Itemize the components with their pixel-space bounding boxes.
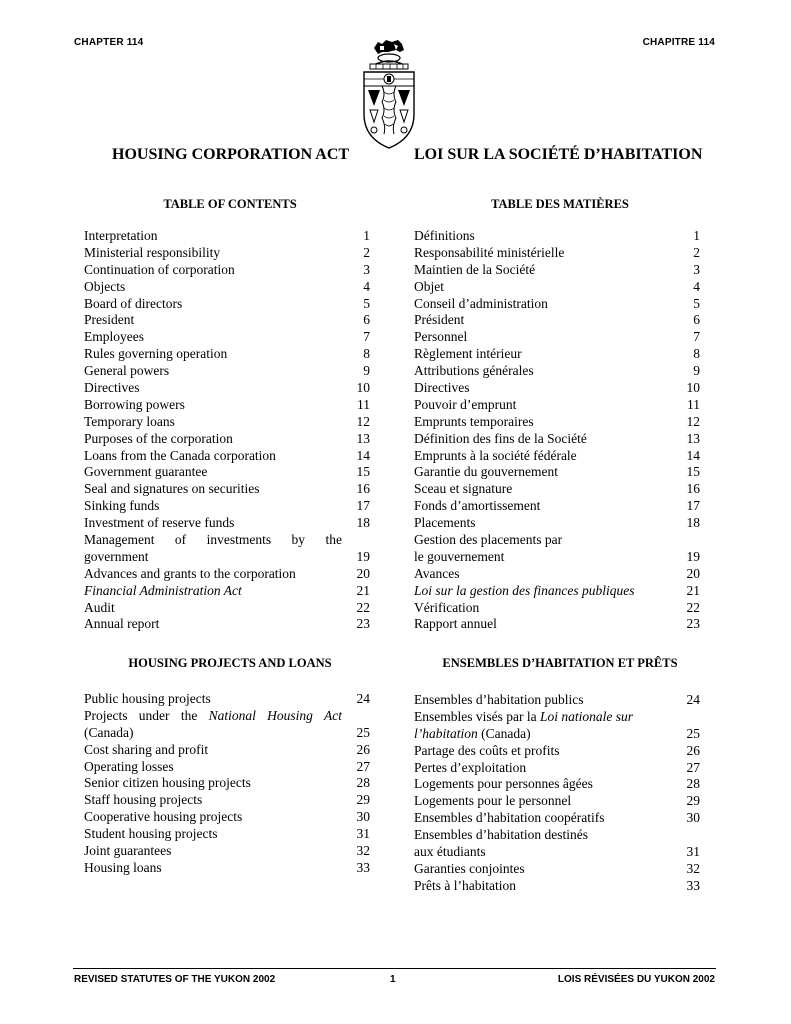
toc-row-number: 11 — [357, 396, 370, 412]
toc-row — [84, 481, 370, 498]
toc-row-label: Management of investments by the — [84, 532, 342, 548]
toc-row — [84, 583, 370, 600]
toc-row-label: Rules governing operation — [84, 346, 228, 362]
toc-row-label: Règlement intérieur — [414, 346, 522, 362]
toc-row — [414, 709, 700, 726]
toc-row — [84, 279, 370, 296]
toc-row — [84, 549, 370, 566]
toc-row-label: Président — [414, 312, 465, 328]
toc-row-number: 15 — [686, 464, 700, 480]
toc-row-number: 26 — [356, 741, 370, 757]
toc-row-label: Financial Administration Act — [84, 582, 242, 598]
toc-row-number: 6 — [693, 312, 700, 328]
toc-row-label: Avances — [414, 565, 460, 581]
toc-row — [414, 760, 700, 777]
toc-row-number: 22 — [686, 599, 700, 615]
toc-row — [414, 726, 700, 743]
toc-row-label-italic: Loi nationale sur — [539, 708, 633, 724]
toc-row-number: 25 — [356, 724, 370, 740]
toc-row — [414, 616, 700, 633]
footer-divider — [73, 968, 716, 969]
toc-row — [414, 600, 700, 617]
toc-row — [414, 776, 700, 793]
act-title-english: HOUSING CORPORATION ACT — [112, 146, 350, 163]
toc-row — [84, 329, 370, 346]
running-header-left: CHAPTER 114 — [74, 37, 144, 48]
toc-row — [84, 725, 370, 742]
toc-row — [84, 759, 370, 776]
toc-row-label: Loans from the Canada corporation — [84, 447, 276, 463]
toc-row-number: 1 — [693, 228, 700, 243]
toc-row-label: Audit — [84, 599, 115, 615]
toc-row — [414, 279, 700, 296]
toc-row-number: 6 — [363, 312, 370, 328]
toc-row-number: 23 — [356, 616, 370, 632]
toc-row — [84, 228, 370, 245]
toc-row-number: 17 — [356, 498, 370, 514]
toc-row — [84, 380, 370, 397]
toc-row-number: 16 — [686, 481, 700, 497]
toc-row-number: 21 — [686, 582, 700, 598]
toc-row-number: 11 — [687, 396, 700, 412]
toc-row-label: Ensembles d’habitation destinés — [414, 827, 588, 843]
toc-row-label: government — [84, 548, 149, 564]
housing-list-english — [84, 691, 370, 877]
toc-row-number: 33 — [686, 877, 700, 893]
toc-row-number: 18 — [686, 515, 700, 531]
toc-row-number: 10 — [686, 380, 700, 396]
toc-row-number: 32 — [686, 860, 700, 876]
toc-list-french — [414, 228, 700, 633]
toc-row-number: 19 — [686, 548, 700, 564]
toc-row-label: Seal and signatures on securities — [84, 481, 260, 497]
toc-row-label: le gouvernement — [414, 548, 505, 564]
toc-row-number: 30 — [356, 809, 370, 825]
housing-list-french — [414, 692, 700, 895]
toc-row-number: 25 — [686, 725, 700, 741]
toc-row — [414, 397, 700, 414]
page-number: 1 — [390, 974, 396, 985]
toc-list-english — [84, 228, 370, 633]
toc-row-number: 9 — [693, 363, 700, 379]
toc-row — [414, 861, 700, 878]
toc-row — [414, 228, 700, 245]
toc-row — [84, 792, 370, 809]
toc-row-label: Emprunts temporaires — [414, 413, 534, 429]
toc-row-label: Staff housing projects — [84, 792, 203, 808]
footer-right: LOIS RÉVISÉES DU YUKON 2002 — [557, 974, 715, 985]
housing-heading-english: HOUSING PROJECTS AND LOANS — [128, 656, 332, 670]
toc-row — [84, 809, 370, 826]
toc-row-label: Définitions — [414, 228, 475, 243]
toc-row-number: 14 — [356, 447, 370, 463]
toc-row-label: Advances and grants to the corporation — [84, 565, 296, 581]
toc-row — [84, 515, 370, 532]
toc-row — [414, 827, 700, 844]
toc-row-label: Ministerial responsibility — [84, 244, 221, 260]
toc-row-number: 12 — [686, 413, 700, 429]
toc-row — [84, 346, 370, 363]
toc-row-label: Operating losses — [84, 758, 174, 774]
toc-row-label: Logements pour personnes âgées — [414, 776, 593, 792]
toc-row — [414, 481, 700, 498]
toc-row-label: Sinking funds — [84, 498, 160, 514]
toc-row-number: 3 — [693, 261, 700, 277]
toc-row-label: Investment of reserve funds — [84, 515, 235, 531]
toc-row-label-roman: Projects under the — [84, 707, 209, 723]
toc-row — [84, 397, 370, 414]
toc-row — [84, 296, 370, 313]
toc-row-label: Partage des coûts et profits — [414, 742, 560, 758]
toc-row-number: 7 — [363, 329, 370, 345]
toc-row-number: 31 — [356, 826, 370, 842]
toc-row-number: 22 — [356, 599, 370, 615]
toc-row-label: Personnel — [414, 329, 468, 345]
toc-row — [414, 878, 700, 895]
toc-row-label: Directives — [414, 380, 470, 396]
toc-row — [84, 742, 370, 759]
toc-row-label: Responsabilité ministérielle — [414, 244, 565, 260]
toc-row-label: Public housing projects — [84, 691, 211, 706]
toc-row-label: Government guarantee — [84, 464, 208, 480]
act-title-french: LOI SUR LA SOCIÉTÉ D’HABITATION — [414, 146, 703, 163]
toc-row — [414, 464, 700, 481]
toc-row-number: 12 — [356, 413, 370, 429]
toc-row-label: Senior citizen housing projects — [84, 775, 251, 791]
toc-row-label: Logements pour le personnel — [414, 793, 572, 809]
toc-row — [414, 810, 700, 827]
toc-row-number: 10 — [356, 380, 370, 396]
toc-row-label: aux étudiants — [414, 844, 486, 860]
toc-row-number: 18 — [356, 515, 370, 531]
toc-row-number: 26 — [686, 742, 700, 758]
toc-row-label: Garanties conjointes — [414, 860, 525, 876]
toc-row — [84, 448, 370, 465]
toc-row — [414, 583, 700, 600]
toc-row-number: 27 — [356, 758, 370, 774]
toc-row-label: Housing loans — [84, 859, 162, 875]
toc-row-number: 28 — [356, 775, 370, 791]
toc-heading-english: TABLE OF CONTENTS — [163, 197, 297, 211]
toc-row — [84, 262, 370, 279]
toc-row-label-italic: l’habitation — [414, 725, 478, 741]
toc-row — [414, 296, 700, 313]
toc-row-label: Emprunts à la société fédérale — [414, 447, 577, 463]
toc-row-label: Loi sur la gestion des finances publiques — [414, 582, 635, 598]
toc-row-label: Sceau et signature — [414, 481, 513, 497]
toc-row — [414, 431, 700, 448]
toc-row-label: Cost sharing and profit — [84, 741, 209, 757]
toc-row — [84, 464, 370, 481]
toc-row — [414, 743, 700, 760]
toc-row-number: 3 — [363, 261, 370, 277]
toc-row — [414, 793, 700, 810]
toc-row — [414, 549, 700, 566]
toc-row — [84, 363, 370, 380]
toc-row-label — [84, 708, 342, 725]
toc-row-number: 21 — [356, 582, 370, 598]
toc-row — [414, 312, 700, 329]
toc-row-number: 5 — [693, 295, 700, 311]
toc-row — [414, 380, 700, 397]
toc-row-number: 28 — [686, 776, 700, 792]
toc-row-label: Garantie du gouvernement — [414, 464, 558, 480]
toc-row-number: 17 — [686, 498, 700, 514]
toc-row — [84, 860, 370, 877]
toc-row-number: 2 — [363, 244, 370, 260]
toc-row-label: Annual report — [84, 616, 160, 632]
toc-row — [84, 708, 370, 725]
toc-row — [414, 532, 700, 549]
toc-row — [84, 312, 370, 329]
yukon-coat-of-arms-icon — [358, 34, 420, 152]
toc-row-label-roman: Ensembles visés par la — [414, 708, 540, 724]
toc-row-label: Gestion des placements par — [414, 532, 563, 548]
toc-row — [414, 692, 700, 709]
toc-row-label: Prêts à l’habitation — [414, 877, 516, 893]
toc-row-number: 13 — [686, 430, 700, 446]
toc-row — [414, 262, 700, 279]
toc-row — [414, 498, 700, 515]
toc-row — [84, 826, 370, 843]
toc-row — [84, 414, 370, 431]
toc-row-number: 27 — [686, 759, 700, 775]
toc-row-number: 8 — [693, 346, 700, 362]
toc-row-number: 29 — [686, 793, 700, 809]
toc-row-label-roman: (Canada) — [477, 725, 531, 741]
toc-row-label: Student housing projects — [84, 826, 218, 842]
toc-row-label: (Canada) — [84, 724, 134, 740]
toc-row-label: Objects — [84, 278, 126, 294]
toc-row-number: 33 — [356, 859, 370, 875]
toc-row-label: Conseil d’administration — [414, 295, 548, 311]
toc-row — [414, 346, 700, 363]
toc-row-number: 8 — [363, 346, 370, 362]
toc-row — [414, 329, 700, 346]
toc-row-number: 16 — [356, 481, 370, 497]
running-header-right: CHAPITRE 114 — [642, 37, 715, 48]
toc-row-number: 13 — [356, 430, 370, 446]
footer-left: REVISED STATUTES OF THE YUKON 2002 — [74, 974, 276, 985]
toc-row-number: 19 — [356, 548, 370, 564]
toc-row-number: 23 — [686, 616, 700, 632]
toc-row-number: 24 — [686, 692, 700, 707]
toc-row-label: Purposes of the corporation — [84, 430, 233, 446]
toc-row-number: 1 — [363, 228, 370, 243]
toc-row — [84, 498, 370, 515]
toc-row-label: Pouvoir d’emprunt — [414, 396, 517, 412]
toc-row — [84, 775, 370, 792]
toc-row-number: 14 — [686, 447, 700, 463]
toc-row-number: 4 — [363, 278, 370, 294]
toc-row-label: Attributions générales — [414, 363, 534, 379]
toc-row-number: 30 — [686, 810, 700, 826]
toc-row-number: 4 — [693, 278, 700, 294]
toc-row-number: 20 — [356, 565, 370, 581]
toc-row-label — [414, 726, 531, 743]
toc-row-number: 5 — [363, 295, 370, 311]
toc-row-label: Maintien de la Société — [414, 261, 536, 277]
toc-row-label: Vérification — [414, 599, 480, 615]
toc-row-label: Rapport annuel — [414, 616, 497, 632]
toc-row-number: 20 — [686, 565, 700, 581]
toc-row-label: Cooperative housing projects — [84, 809, 243, 825]
toc-heading-french: TABLE DES MATIÈRES — [491, 197, 629, 211]
toc-row — [414, 844, 700, 861]
toc-row — [84, 431, 370, 448]
toc-row-label: Définition des fins de la Société — [414, 430, 587, 446]
toc-row — [414, 515, 700, 532]
toc-row-label-italic: National Housing Act — [208, 707, 342, 723]
housing-heading-french: ENSEMBLES D’HABITATION ET PRÊTS — [442, 656, 678, 670]
toc-row-label: Directives — [84, 380, 140, 396]
toc-row-label: Board of directors — [84, 295, 183, 311]
toc-row — [414, 363, 700, 380]
toc-row — [84, 245, 370, 262]
toc-row-label: Temporary loans — [84, 413, 175, 429]
toc-row-number: 7 — [693, 329, 700, 345]
toc-row — [84, 566, 370, 583]
toc-row — [84, 616, 370, 633]
toc-row-label: Borrowing powers — [84, 396, 185, 412]
toc-row-label: Employees — [84, 329, 144, 345]
toc-row — [414, 414, 700, 431]
toc-row-label: Interpretation — [84, 228, 158, 243]
toc-row-number: 24 — [356, 691, 370, 706]
toc-row-number: 31 — [686, 844, 700, 860]
toc-row-label: Joint guarantees — [84, 843, 172, 859]
toc-row-label: Continuation of corporation — [84, 261, 235, 277]
toc-row-label — [414, 709, 633, 726]
toc-row-number: 32 — [356, 843, 370, 859]
toc-row-label: Fonds d’amortissement — [414, 498, 541, 514]
toc-row-label: Ensembles d’habitation coopératifs — [414, 810, 605, 826]
toc-row-label: Objet — [414, 278, 444, 294]
toc-row — [84, 843, 370, 860]
toc-row-label: Ensembles d’habitation publics — [414, 692, 584, 707]
toc-row-label: Pertes d’exploitation — [414, 759, 527, 775]
toc-row — [414, 245, 700, 262]
toc-row-label: General powers — [84, 363, 170, 379]
toc-row-number: 2 — [693, 244, 700, 260]
toc-row-number: 29 — [356, 792, 370, 808]
toc-row — [84, 691, 370, 708]
toc-row — [84, 600, 370, 617]
toc-row — [414, 566, 700, 583]
toc-row-number: 9 — [363, 363, 370, 379]
toc-row — [84, 532, 370, 549]
toc-row-label: Placements — [414, 515, 476, 531]
toc-row — [414, 448, 700, 465]
toc-row-label: President — [84, 312, 135, 328]
toc-row-number: 15 — [356, 464, 370, 480]
